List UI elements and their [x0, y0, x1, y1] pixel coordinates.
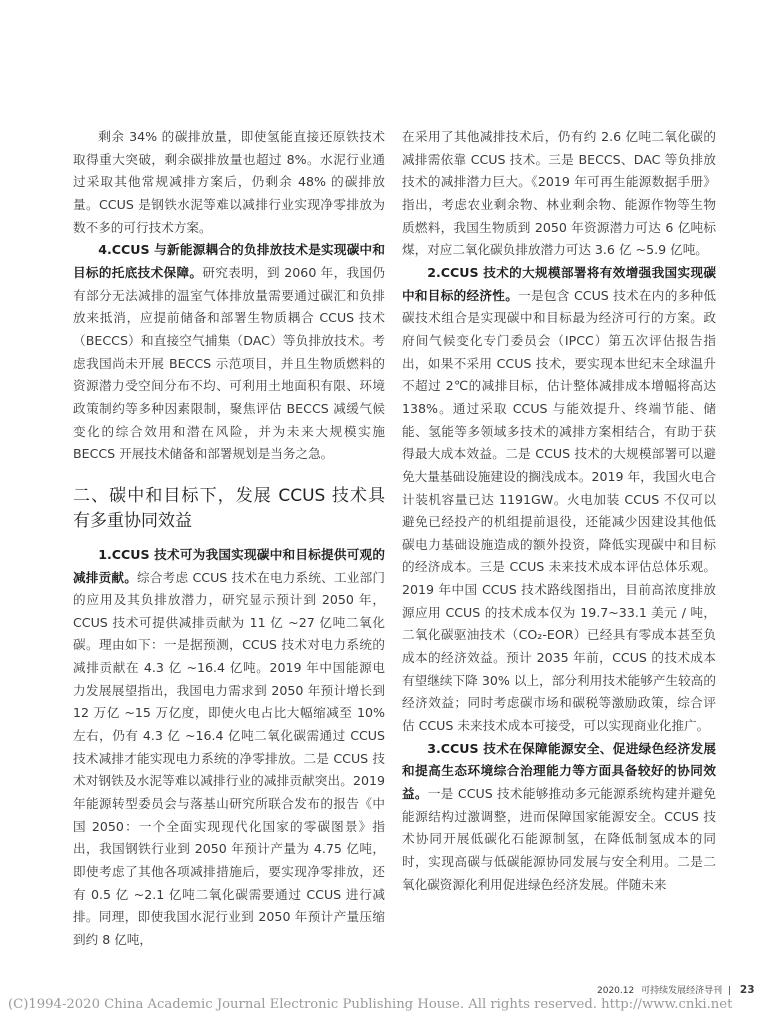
left-paragraph-2 — [73, 239, 385, 466]
right-column — [402, 126, 716, 896]
left-paragraph-1: 剩余 34% 的碳排放量，即使氢能直接还原铁技术取得重大突破，剩余碳排放量也超过 8%。水泥行业通过采取其他常规减排方案后，仍剩余 48% 的碳排放量。CCUS 是钢铁水泥等难以减排行业实现净零排放为数不多的可行技术方案。 — [73, 129, 385, 235]
right-paragraph-3-heading: 3.CCUS 技术在保障能源安全、促进绿色经济发展和提高生态环境综合治理能力等方面具备较好的协同效益。 — [402, 740, 716, 802]
left-paragraph-2-body: 研究表明，到 2060 年，我国仍有部分无法减排的温室气体排放量需要通过碳汇和负排放来抵消，应提前储备和部署生物质耦合 CCUS 技术（BECCS）和直接空气捕集（DAC）等负排放技术。考虑我国尚未开展 BECCS 示范项目，并且生物质燃料的资源潜力受空间分布不均、可利用土地面积有限、环境政策制约等多种因素限制，聚焦评估 BECCS 减缓气候变化的综合效用和潜在风险，并为未来大规模实施 BECCS 开展技术储备和部署规划是当务之急。 — [73, 264, 386, 462]
footer-journal: 可持续发展经济导刊 — [641, 986, 723, 996]
page-footer — [597, 984, 755, 997]
right-paragraph-2 — [402, 262, 716, 738]
right-paragraph-1: 在采用了其他减排技术后，仍有约 2.6 亿吨二氧化碳的减排需依靠 CCUS 技术。三是 BECCS、DAC 等负排放技术的减排潜力巨大。《2019 年可再生能源数据手册》指出，考虑农业剩余物、林业剩余物、能源作物等生物质燃料，我国生物质到 2050 年资源潜力可达 6 亿吨标煤，对应二氧化碳负排放潜力可达 3.6 亿 ~5.9 亿吨。 — [402, 129, 716, 258]
page-number: 23 — [739, 984, 755, 996]
left-paragraph-2-heading: 4.CCUS 与新能源耦合的负排放技术是实现碳中和目标的托底技术保障。 — [73, 242, 385, 280]
footer-separator: | — [727, 986, 732, 996]
right-paragraph-2-body: 一是包含 CCUS 技术在内的多种低碳技术组合是实现碳中和目标最为经济可行的方案。政府间气候变化专门委员会（IPCC）第五次评估报告指出，如果不采用 CCUS 技术，要实现本世纪末全球温升不超过 2℃的减排目标，估计整体减排成本增幅将高达 138%。通过采取 CCUS 与能效提升、终端节能、储能、氢能等多领域多技术的减排方案相结合，有助于获得最大成本效益。二是 CCUS 技术的大规模部署可以避免大量基础设施建设的搁浅成本。2019 年，我国火电合计装机容量已达 1191GW。火电加装 CCUS 不仅可以避免已经投产的机组提前退役，还能减少因建设其他低碳电力基础设施造成的额外投资，降低实现碳中和目标的经济成本。三是 CCUS 未来技术成本评估总体乐观。2019 年中国 CCUS 技术路线图指出，目前高浓度排放源应用 CCUS 的技术成本仅为 19.7~33.1 美元 / 吨，二氧化碳驱油技术（CO₂-EOR）已经具有零成本甚至负成本的经济效益。预计 2035 年前，CCUS 的技术成本有望继续下降 30% 以上，部分利用技术能够产生较高的经济效益；同时考虑碳市场和碳税等激励政策，综合评估 CCUS 未来技术成本可接受，可以实现商业化推广。 — [402, 287, 716, 734]
cnki-watermark: (C)1994-2020 China Academic Journal Electronic Publishing House. All rights reserved. http://www.cnki.net — [8, 997, 733, 1012]
left-paragraph-3-body: 综合考虑 CCUS 技术在电力系统、工业部门的应用及其负排放潜力，研究显示预计到 2050 年，CCUS 技术可提供减排贡献为 11 亿 ~27 亿吨二氧化碳。理由如下：一是据预测，CCUS 技术对电力系统的减排贡献在 4.3 亿 ~16.4 亿吨。2019 年中国能源电力发展展望指出，我国电力需求到 2050 年预计增长到 12 万亿 ~15 万亿度，即使火电占比大幅缩减至 10% 左右，仍有 4.3 亿 ~16.4 亿吨二氧化碳需通过 CCUS 技术减排才能实现电力系统的净零排放。二是 CCUS 技术对钢铁及水泥等难以减排行业的减排贡献突出。2019 年能源转型委员会与落基山研究所联合发布的报告《中国 2050：一个全面实现现代化国家的零碳图景》指出，我国钢铁行业到 2050 年预计产量为 4.75 亿吨，即使考虑了其他各项减排措施后，要实现净零排放，还有 0.5 亿 ~2.1 亿吨二氧化碳需要通过 CCUS 进行减排。同理，即使我国水泥行业到 2050 年预计产量压缩到约 8 亿吨， — [73, 569, 385, 947]
right-paragraph-3-body: 一是 CCUS 技术能够推动多元能源系统构建并避免能源结构过激调整，进而保障国家能源安全。CCUS 技术协同开展低碳化石能源制氢，在降低制氢成本的同时，实现高碳与低碳能源协同发展与安全利用。二是二氧化碳资源化利用促进绿色经济发展。伴随未来 — [402, 786, 717, 892]
footer-issue: 2020.12 — [597, 986, 635, 996]
section-title: 二、碳中和目标下，发展 CCUS 技术具有多重协同效益 — [73, 485, 385, 531]
right-paragraph-3 — [402, 738, 716, 897]
right-paragraph-2-heading: 2.CCUS 技术的大规模部署将有效增强我国实现碳中和目标的经济性。 — [402, 264, 716, 303]
left-paragraph-3 — [73, 544, 385, 952]
left-column — [73, 126, 385, 952]
left-paragraph-3-heading: 1.CCUS 技术可为我国实现碳中和目标提供可观的减排贡献。 — [73, 546, 385, 585]
